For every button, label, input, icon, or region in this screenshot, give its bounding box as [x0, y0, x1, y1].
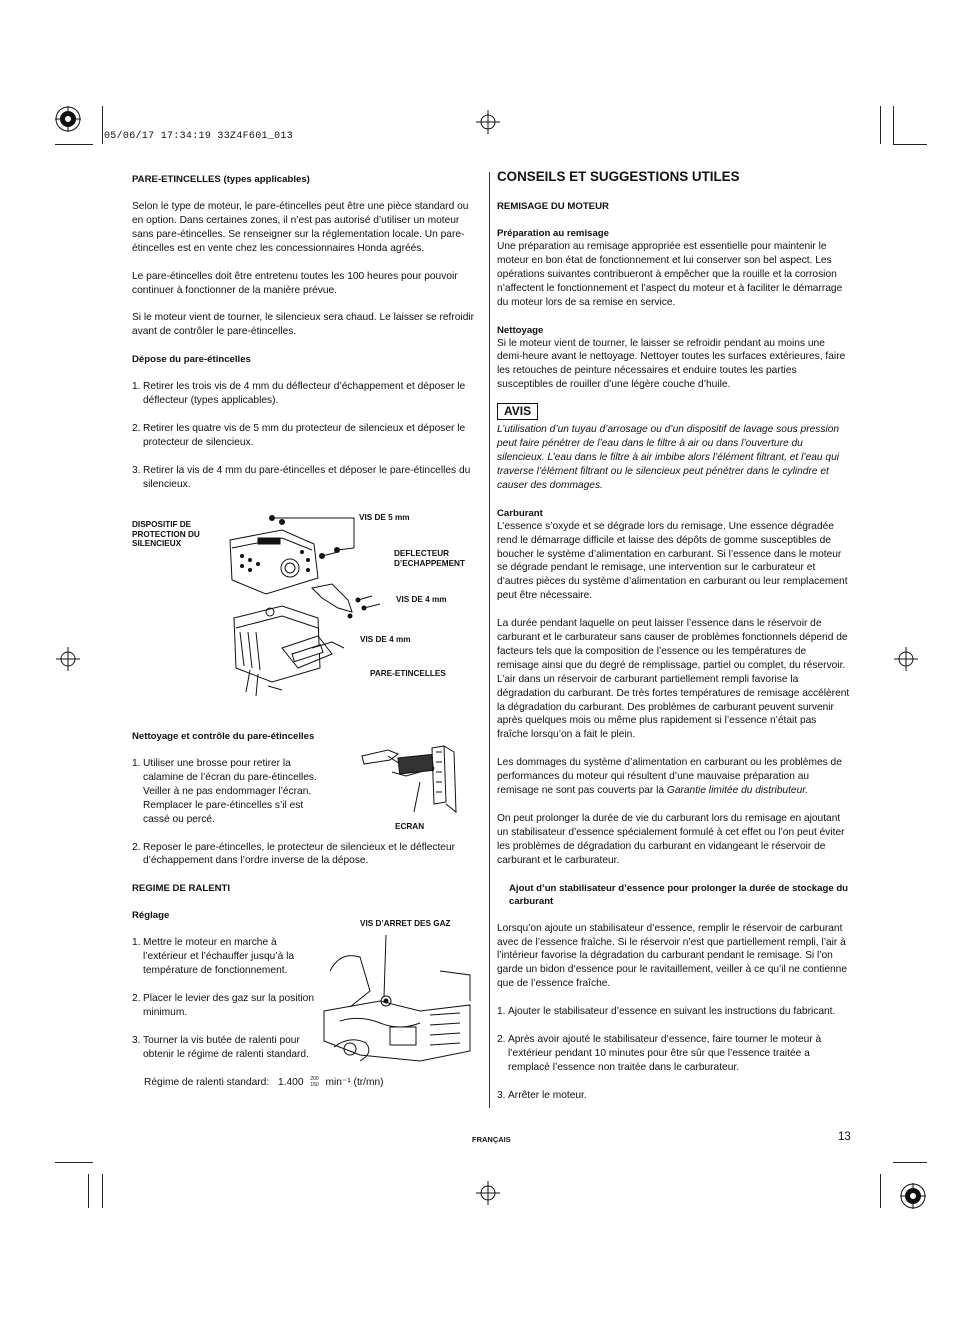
registration-mark-top-left: [55, 106, 81, 132]
idle-speed-unit: min⁻¹ (tr/mn): [325, 1076, 384, 1088]
label-vis-4mm-b: VIS DE 4 mm: [360, 635, 411, 644]
list-item: 3. Tourner la vis butée de ralenti pour obtenir le régime de ralenti standard.: [132, 1034, 309, 1060]
label-vis-5mm: VIS DE 5 mm: [359, 513, 410, 522]
label-protector: DISPOSITIF DE PROTECTION DU SILENCIEUX: [132, 520, 200, 548]
left-column: [132, 173, 480, 492]
paragraph: Si le moteur vient de tourner, le laisser se refroidir pendant au moins une demi-heure avant le nettoyage. Nettoyer toutes les surfaces extérieures, faire les retouches de peinture nécessaires et enduire toutes les parties susceptibles de rouiller d’une légère couche d’huile.: [497, 337, 846, 391]
label-deflector: DEFLECTEUR D’ECHAPPEMENT: [394, 549, 465, 568]
subsection-title: Carburant: [497, 507, 543, 519]
label-screen: ECRAN: [395, 822, 425, 831]
crosshair-left: [56, 647, 80, 671]
page-number: 13: [838, 1131, 851, 1143]
idle-speed-value: 1.400: [278, 1076, 304, 1088]
print-timestamp: 05/06/17 17:34:19 33Z4F601_013: [104, 131, 294, 142]
paragraph: On peut prolonger la durée de vie du carburant lors du remisage en ajoutant un stabilisateur d’essence spécialement formulé à cet effet ou l’on peut éviter les problèmes de dégradation du carburant en vidangeant le réservoir de carburant et le carburateur.: [497, 813, 845, 866]
throttle-stop-screw-figure: [320, 915, 480, 1065]
paragraph: Le pare-étincelles doit être entretenu toutes les 100 heures pour pouvoir continuer à fonctionner de la manière prévue.: [132, 270, 458, 296]
crop-mark: [893, 1162, 927, 1163]
crop-mark: [102, 106, 103, 144]
paragraph-text: Les dommages du système d’alimentation en carburant ou les problèmes de performances du moteur qui résultent d’une mauvaise préparation au remisage ne sont pas couverts par la: [497, 757, 842, 797]
idle-speed-label: Régime de ralenti standard:: [144, 1076, 270, 1088]
subsection-title: Nettoyage: [497, 324, 544, 336]
list-item: 1. Mettre le moteur en marche à l’extérieur et l’échauffer jusqu’à la température de fonctionnement.: [132, 937, 295, 977]
subsection-title: Réglage: [132, 910, 170, 922]
section-title: REMISAGE DU MOTEUR: [497, 201, 609, 212]
section-title: PARE-ETINCELLES (types applicables): [132, 174, 310, 185]
subsection-title: Nettoyage et contrôle du pare-étincelles: [132, 731, 315, 742]
crop-mark: [88, 1174, 89, 1208]
registration-mark-bottom-right: [900, 1183, 926, 1209]
footer-language: FRANÇAIS: [472, 1135, 511, 1144]
brush-screen-figure: [358, 742, 474, 834]
crop-mark: [893, 144, 927, 145]
list-item: 3. Arrêter le moteur.: [497, 1089, 587, 1101]
paragraph: [497, 756, 850, 798]
paragraph: Une préparation au remisage appropriée est essentielle pour maintenir le moteur en bon état de fonctionnement et lui conserver son bel aspect. Les opérations suivantes contribueront à empêcher que la rouille et la corrosion n’affectent le fonctionnement et l’aspect du moteur et à faciliter le démarrage du moteur lors de sa remise en service.: [497, 241, 843, 308]
list-item: 2. Après avoir ajouté le stabilisateur d’essence, faire tourner le moteur à l’extérieur pendant 10 minutes pour être sûr que l’essence traitée a remplacé l’essence non traitée dans le carburateur.: [497, 1034, 822, 1073]
label-vis-4mm-a: VIS DE 4 mm: [396, 595, 447, 604]
paragraph: La durée pendant laquelle on peut laisser l’essence dans le réservoir de carburant et le carburateur sans causer de problèmes fonctionnels dépend de facteurs tels que la composition de l’essence ou les températures de remisage ainsi que du degré de remplissage, partiel ou complet, du réservoir. L’air dans un réservoir de carburant partiellement rempli favorise la dégradation du carburant. De très fortes températures de remisage accélèrent la dégradation du carburant. Des problèmes de carburant peuvent survenir après quelques mois ou même plus rapidement si l’essence n’était pas fraîche lorsqu’on a fait le plein.: [497, 618, 850, 741]
crosshair-bottom: [476, 1181, 500, 1205]
idle-speed-standard: [132, 1076, 480, 1090]
list-item: 3. Retirer la vis de 4 mm du pare-étincelles et déposer le pare-étincelles du silencieux.: [132, 464, 471, 490]
muffler-exploded-figure: [132, 508, 480, 698]
list-item: 1. Retirer les trois vis de 4 mm du déflecteur d’échappement et déposer le déflecteur (types applicables).: [132, 381, 466, 407]
section-title: REGIME DE RALENTI: [132, 883, 231, 895]
label-spark-arrester: PARE-ETINCELLES: [370, 669, 446, 678]
crop-mark: [102, 1174, 103, 1208]
crosshair-right: [894, 647, 918, 671]
column-divider: [489, 172, 490, 1108]
crop-mark: [880, 1174, 881, 1208]
paragraph: L’essence s’oxyde et se dégrade lors du remisage. Une essence dégradée rend le démarrage difficile et laisse des dépôts de gomme susceptibles de boucher le système d’alimentation en carburant. Si l’essence dans le moteur se dégrade pendant le remisage, une intervention sur le carburateur et d’autres pièces du système d’alimentation en carburant ou leur remplacement peut être nécessaire.: [497, 520, 848, 602]
crop-mark: [55, 144, 93, 145]
crop-mark: [55, 1162, 93, 1163]
idle-tolerance-plus: 200: [310, 1076, 319, 1082]
notice-badge: AVIS: [497, 403, 538, 420]
idle-tolerance-minus: 150: [310, 1082, 319, 1088]
warranty-reference: Garantie limitée du distributeur.: [666, 785, 809, 797]
paragraph: Selon le type de moteur, le pare-étincelles peut être une pièce standard ou en option. Dans certaines zones, il n’est pas autorisé d’utiliser un moteur sans pare-étincelles. Se renseigner sur la réglementation locale. Un pare-étincelles est en vente chez les concessionnaires Honda agréés.: [132, 201, 469, 254]
list-item: 2. Reposer le pare-étincelles, le protecteur de silencieux et le déflecteur d’échappement dans l’ordre inverse de la dépose.: [132, 841, 456, 867]
list-item: 1. Utiliser une brosse pour retirer la calamine de l’écran du pare-étincelles. Veiller à ne pas endommager l’écran. Remplacer le pare-étincelles s’il est cassé ou percé.: [132, 758, 317, 825]
page-title: CONSEILS ET SUGGESTIONS UTILES: [497, 169, 740, 184]
notice-text: L’utilisation d’un tuyau d’arrosage ou d’un dispositif de lavage sous pression peut faire pénétrer de l’eau dans le filtre à air ou dans l’ouverture du silencieux. L’eau dans le filtre à air imbibe alors l’élément filtrant, et l’eau qui traverse l’élément filtrant ou le silencieux peut pénétrer dans le cylindre et causer des dommages.: [497, 424, 840, 491]
right-column: [497, 168, 850, 1103]
paragraph: Si le moteur vient de tourner, le silencieux sera chaud. Le laisser se refroidir avant de contrôler le pare-étincelles.: [132, 312, 475, 338]
list-item: 2. Placer le levier des gaz sur la position minimum.: [132, 993, 315, 1018]
list-item: 2. Retirer les quatre vis de 5 mm du protecteur de silencieux et déposer le protecteur de silencieux.: [132, 423, 466, 448]
paragraph: Lorsqu’on ajoute un stabilisateur d’essence, remplir le réservoir de carburant avec de l’essence fraîche. Si le réservoir n’est que partiellement rempli, l’air à l’intérieur favorise la dégradation du carburant pendant le remisage. Si l’on garde un bidon d’essence pour le ravitaillement, veiller à ce qu’il ne contienne que de l’essence fraîche.: [497, 922, 847, 990]
crosshair-top: [476, 110, 500, 134]
subsection-title: Ajout d’un stabilisateur d’essence pour prolonger la durée de stockage du carburant: [509, 882, 849, 907]
crop-mark: [880, 106, 881, 144]
crop-mark: [893, 106, 894, 144]
subsection-title: Dépose du pare-étincelles: [132, 354, 251, 366]
label-throttle-stop-screw: VIS D’ARRET DES GAZ: [360, 919, 451, 928]
subsection-title: Préparation au remisage: [497, 228, 609, 239]
list-item: 1. Ajouter le stabilisateur d’essence en suivant les instructions du fabricant.: [497, 1006, 836, 1018]
